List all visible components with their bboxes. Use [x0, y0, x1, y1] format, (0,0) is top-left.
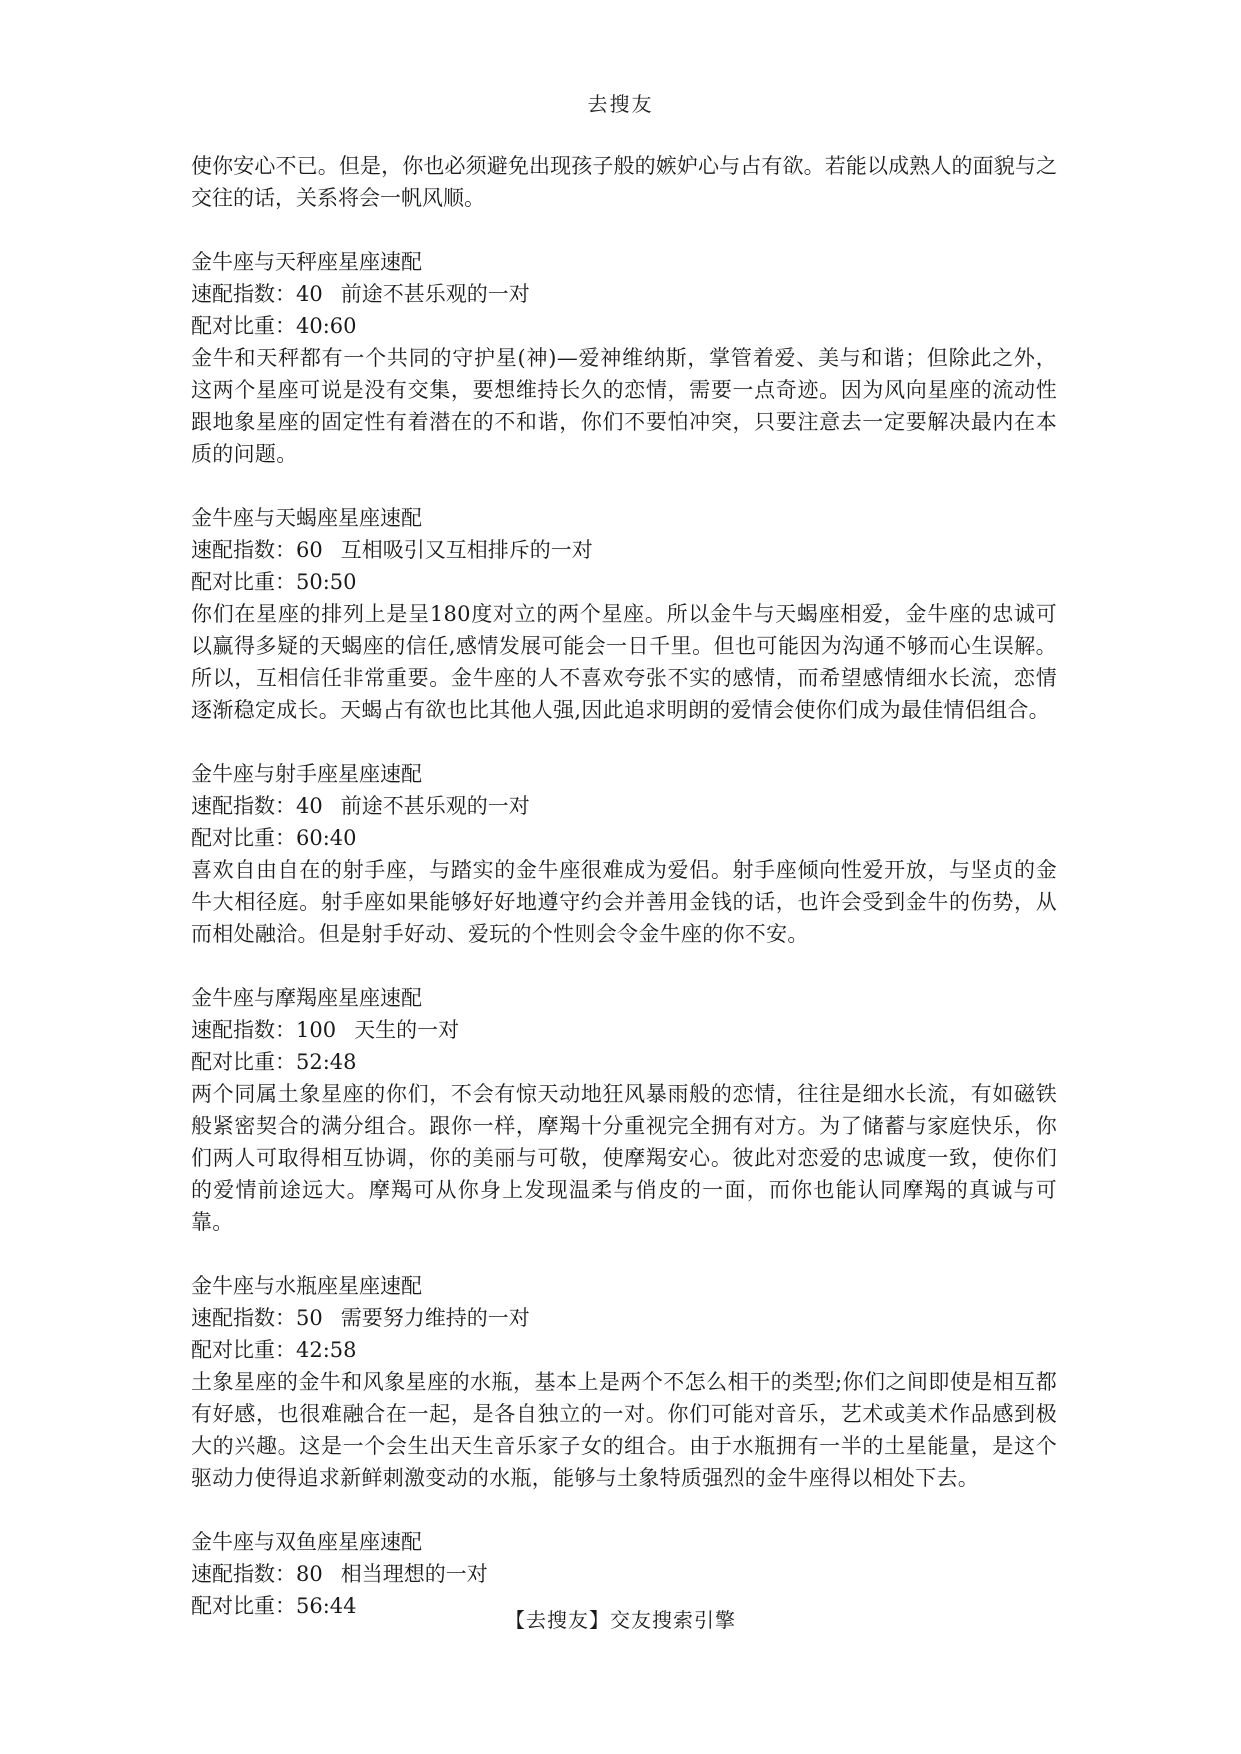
match-index	[191, 790, 1057, 822]
match-index	[191, 1014, 1057, 1046]
match-index-note: 互相吸引又互相排斥的一对	[340, 538, 593, 562]
match-ratio: 配对比重：50:50	[191, 570, 357, 594]
match-section-capricorn	[191, 982, 1057, 1238]
match-ratio: 配对比重：40:60	[191, 314, 357, 338]
match-index-value: 速配指数：50	[191, 1306, 323, 1330]
match-index	[191, 534, 1057, 566]
match-description: 土象星座的金牛和风象星座的水瓶，基本上是两个不怎么相干的类型;你们之间即使是相互都有好感，也很难融合在一起，是各自独立的一对。你们可能对音乐，艺术或美术作品感到极大的兴趣。这是一个会生出天生音乐家子女的组合。由于水瓶拥有一半的土星能量，是这个驱动力使得追求新鲜刺激变动的水瓶，能够与土象特质强烈的金牛座得以相处下去。	[191, 1370, 1057, 1490]
match-section-scorpio	[191, 502, 1057, 726]
match-index-note: 前途不甚乐观的一对	[340, 794, 530, 818]
match-ratio: 配对比重：42:58	[191, 1338, 357, 1362]
match-index	[191, 278, 1057, 310]
match-index-value: 速配指数：40	[191, 282, 323, 306]
match-section-sagittarius	[191, 758, 1057, 950]
match-section-aquarius	[191, 1270, 1057, 1494]
match-section-libra	[191, 246, 1057, 470]
match-description: 你们在星座的排列上是呈180度对立的两个星座。所以金牛与天蝎座相爱，金牛座的忠诚可以赢得多疑的天蝎座的信任,感情发展可能会一日千里。但也可能因为沟通不够而心生误解。所以，互相信任非常重要。金牛座的人不喜欢夸张不实的感情，而希望感情细水长流，恋情逐渐稳定成长。天蝎占有欲也比其他人强,因此追求明朗的爱情会使你们成为最佳情侣组合。	[191, 602, 1057, 722]
match-description: 喜欢自由自在的射手座，与踏实的金牛座很难成为爱侣。射手座倾向性爱开放，与坚贞的金牛大相径庭。射手座如果能够好好地遵守约会并善用金钱的话，也许会受到金牛的伤势，从而相处融洽。但是射手好动、爱玩的个性则会令金牛座的你不安。	[191, 858, 1057, 946]
page-footer: 【去搜友】交友搜索引擎	[505, 1608, 736, 1632]
match-index-note: 相当理想的一对	[340, 1562, 488, 1586]
match-index-value: 速配指数：100	[191, 1018, 337, 1042]
match-index	[191, 1302, 1057, 1334]
section-title: 金牛座与天蝎座星座速配	[191, 506, 422, 530]
match-ratio: 配对比重：56:44	[191, 1594, 357, 1618]
match-description: 两个同属土象星座的你们，不会有惊天动地狂风暴雨般的恋情，往往是细水长流，有如磁铁般紧密契合的满分组合。跟你一样，摩羯十分重视完全拥有对方。为了储蓄与家庭快乐，你们两人可取得相互协调，你的美丽与可敬，使摩羯安心。彼此对恋爱的忠诚度一致，使你们的爱情前途远大。摩羯可从你身上发现温柔与俏皮的一面，而你也能认同摩羯的真诚与可靠。	[191, 1082, 1057, 1234]
section-title: 金牛座与天秤座星座速配	[191, 250, 422, 274]
match-index-note: 需要努力维持的一对	[340, 1306, 530, 1330]
document-body	[191, 150, 1057, 1622]
section-title: 金牛座与摩羯座星座速配	[191, 986, 422, 1010]
section-title: 金牛座与水瓶座星座速配	[191, 1274, 422, 1298]
match-index-note: 天生的一对	[354, 1018, 460, 1042]
intro-paragraph: 使你安心不已。但是，你也必须避免出现孩子般的嫉妒心与占有欲。若能以成熟人的面貌与之交往的话，关系将会一帆风顺。	[191, 154, 1057, 210]
match-ratio: 配对比重：60:40	[191, 826, 357, 850]
match-ratio: 配对比重：52:48	[191, 1050, 357, 1074]
match-index-value: 速配指数：40	[191, 794, 323, 818]
section-title: 金牛座与双鱼座星座速配	[191, 1530, 422, 1554]
page-header: 去搜友	[587, 92, 654, 116]
match-description: 金牛和天秤都有一个共同的守护星(神)—爱神维纳斯，掌管着爱、美与和谐；但除此之外，这两个星座可说是没有交集，要想维持长久的恋情，需要一点奇迹。因为风向星座的流动性跟地象星座的固定性有着潜在的不和谐，你们不要怕冲突，只要注意去一定要解决最内在本质的问题。	[191, 346, 1057, 466]
match-index-value: 速配指数：60	[191, 538, 323, 562]
match-index-note: 前途不甚乐观的一对	[340, 282, 530, 306]
section-title: 金牛座与射手座星座速配	[191, 762, 422, 786]
match-index	[191, 1558, 1057, 1590]
match-index-value: 速配指数：80	[191, 1562, 323, 1586]
